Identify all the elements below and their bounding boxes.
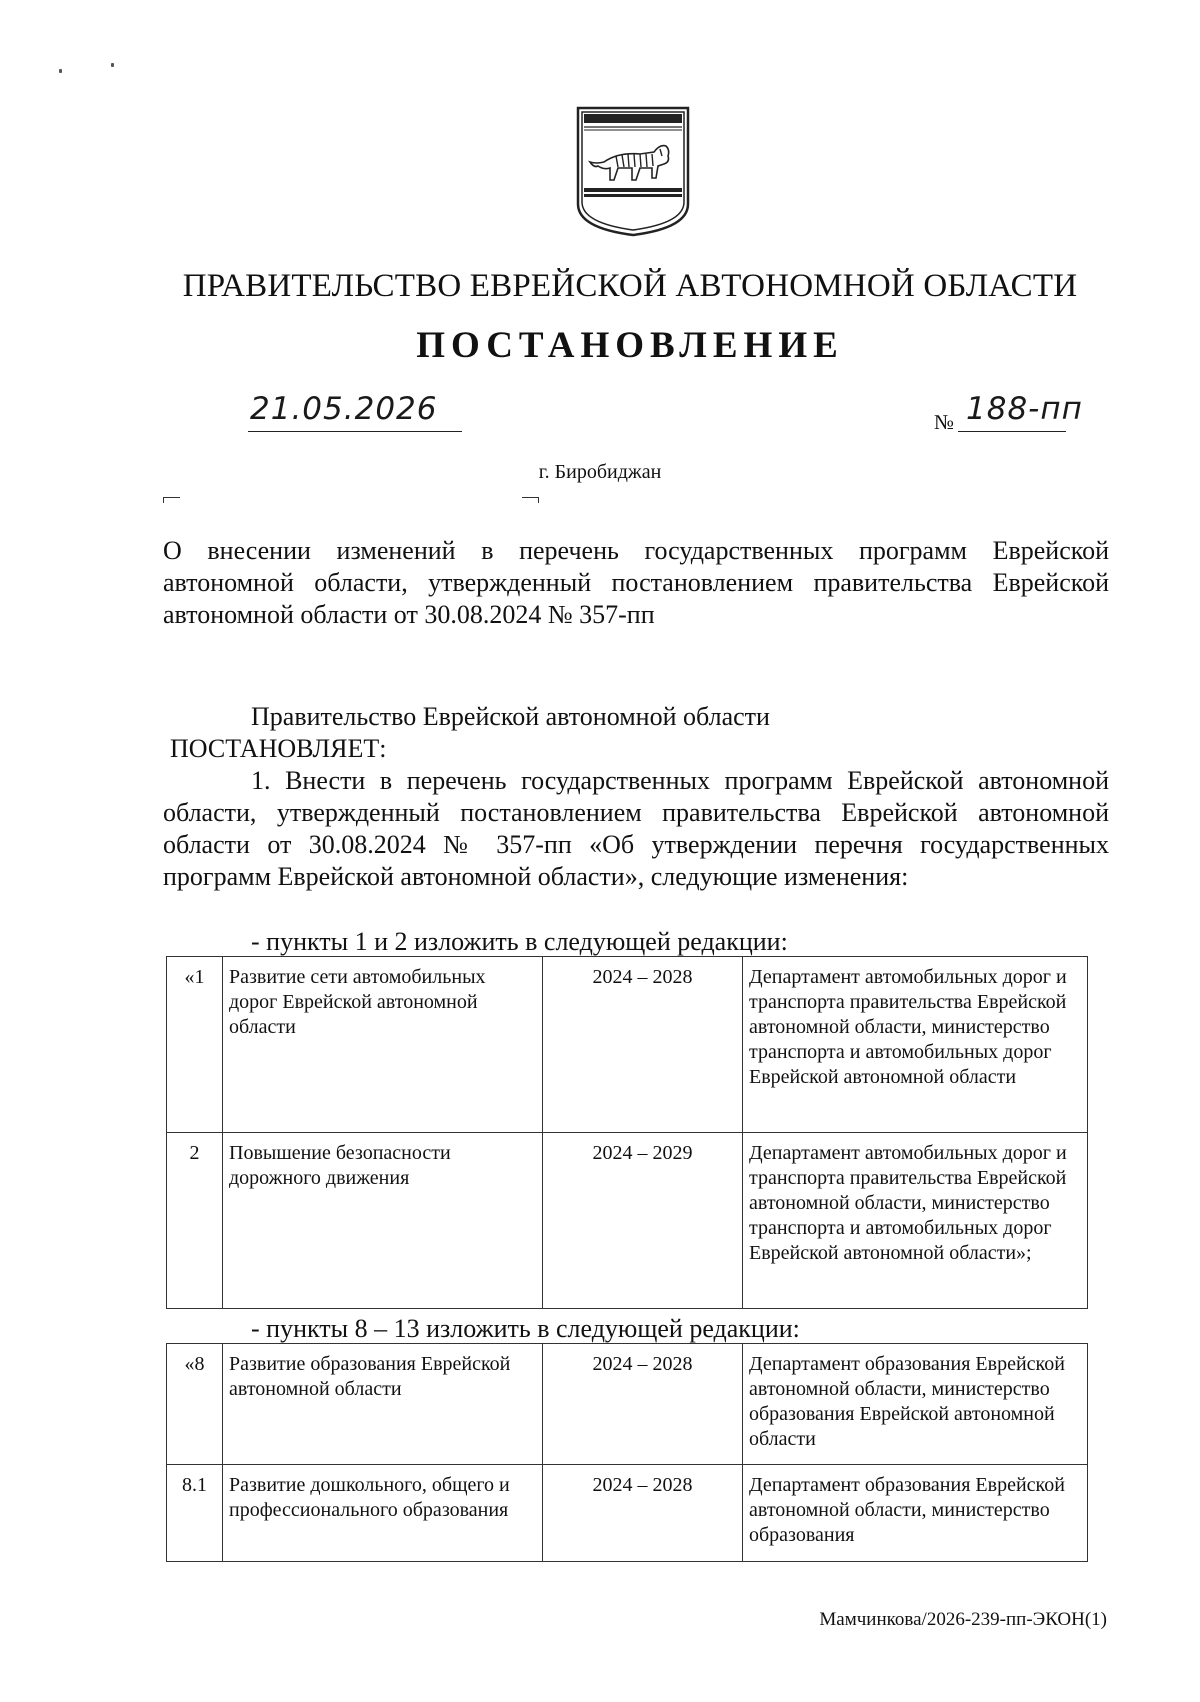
city-name: г. Биробиджан (538, 461, 662, 483)
item-1-paragraph: 1. Внести в перечень государственных программ Еврейской автономной области, утвержденный постановлением правительства Еврейской автономной области от 30.08.2024 № 357-пп «Об утверждении перечня государственных программ Еврейской автономной области», следующие изменения: (163, 766, 1109, 891)
table-row (167, 1133, 1088, 1309)
table-row (167, 1465, 1088, 1562)
table-cell-executor: Департамент образования Еврейской автономной области, министерство образования Еврейской автономной области (743, 1344, 1088, 1465)
table-cell-period: 2024 – 2028 (543, 1465, 743, 1562)
table-cell-number: «8 (167, 1344, 223, 1465)
footer-reference: Мамчинкова/2026-239-пп-ЭКОН(1) (819, 1609, 1107, 1630)
table-cell-executor: Департамент автомобильных дорог и транспорта правительства Еврейской автономной области, министерство транспорта и автомобильных дорог Еврейской автономной области (743, 957, 1088, 1133)
table-cell-number: 2 (167, 1133, 223, 1309)
subitem-1-text: - пункты 1 и 2 изложить в следующей редакции: (251, 927, 788, 956)
title-corner-bracket-left (163, 497, 180, 503)
table-row (167, 957, 1088, 1133)
programs-table-2 (166, 1343, 1088, 1562)
date-underline (248, 431, 462, 432)
preamble-line-1: Правительство Еврейской автономной области (251, 702, 770, 731)
table-cell-executor: Департамент образования Еврейской автономной области, министерство образования (743, 1465, 1088, 1562)
table-cell-program-name: Повышение безопасности дорожного движения (223, 1133, 543, 1309)
title-corner-bracket-right (522, 497, 539, 503)
scan-speck (59, 69, 62, 73)
number-sign: № (934, 410, 955, 434)
programs-table-1 (166, 956, 1088, 1309)
organization-title: ПРАВИТЕЛЬСТВО ЕВРЕЙСКОЙ АВТОНОМНОЙ ОБЛАСТИ (182, 268, 1078, 304)
table-cell-period: 2024 – 2028 (543, 957, 743, 1133)
subitem-2-text: - пункты 8 – 13 изложить в следующей редакции: (251, 1314, 800, 1343)
table-cell-program-name: Развитие сети автомобильных дорог Еврейской автономной области (223, 957, 543, 1133)
table-row (167, 1344, 1088, 1465)
table-cell-period: 2024 – 2029 (543, 1133, 743, 1309)
document-type-title: ПОСТАНОВЛЕНИЕ (416, 325, 844, 366)
table-cell-program-name: Развитие дошкольного, общего и профессионального образования (223, 1465, 543, 1562)
handwritten-date: 21.05.2026 (250, 391, 438, 427)
table-cell-number: «1 (167, 957, 223, 1133)
table-cell-executor: Департамент автомобильных дорог и транспорта правительства Еврейской автономной области, министерство транспорта и автомобильных дорог Еврейской автономной области»; (743, 1133, 1088, 1309)
scan-speck (111, 63, 114, 67)
preamble-line-2: ПОСТАНОВЛЯЕТ: (170, 734, 387, 763)
number-underline (958, 431, 1066, 432)
handwritten-number: 188-пп (966, 391, 1083, 427)
table-cell-period: 2024 – 2028 (543, 1344, 743, 1465)
document-subject-title: О внесении изменений в перечень государственных программ Еврейской автономной области, утвержденный постановлением правительства Еврейской автономной области от 30.08.2024 № 357-пп (163, 536, 1109, 629)
coat-of-arms-icon (574, 104, 692, 238)
table-cell-program-name: Развитие образования Еврейской автономной области (223, 1344, 543, 1465)
table-cell-number: 8.1 (167, 1465, 223, 1562)
